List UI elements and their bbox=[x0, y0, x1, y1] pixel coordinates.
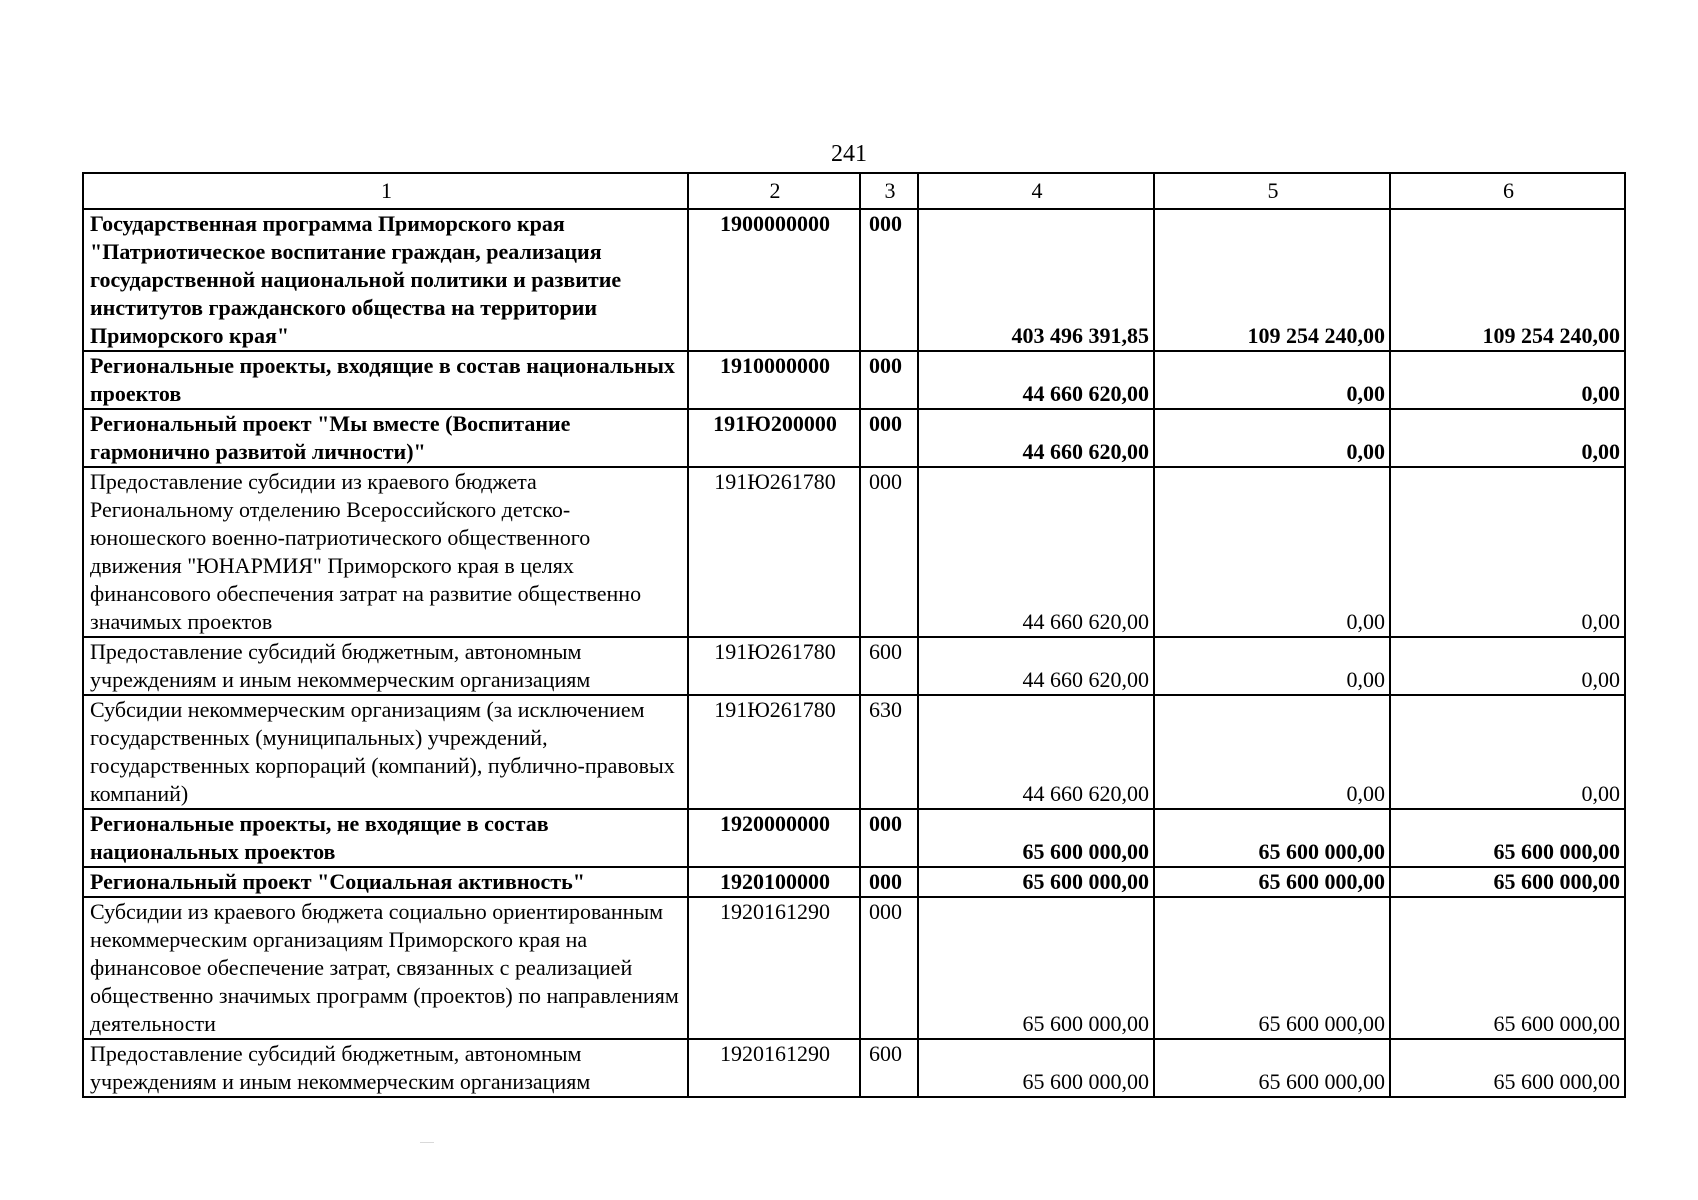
row-type: 000 bbox=[860, 351, 918, 409]
row-amount-4: 44 660 620,00 bbox=[918, 467, 1154, 637]
row-amount-5: 0,00 bbox=[1154, 351, 1390, 409]
table-header-row bbox=[83, 173, 1625, 209]
row-amount-5: 0,00 bbox=[1154, 409, 1390, 467]
row-amount-5: 0,00 bbox=[1154, 695, 1390, 809]
row-code: 191Ю261780 bbox=[688, 637, 860, 695]
row-name: Региональный проект "Мы вместе (Воспитание гармонично развитой личности)" bbox=[83, 409, 688, 467]
row-amount-5: 0,00 bbox=[1154, 467, 1390, 637]
row-type: 600 bbox=[860, 1039, 918, 1097]
header-col-5: 5 bbox=[1154, 173, 1390, 209]
row-amount-5: 65 600 000,00 bbox=[1154, 809, 1390, 867]
row-amount-4: 65 600 000,00 bbox=[918, 867, 1154, 897]
table-row bbox=[83, 1039, 1625, 1097]
row-amount-6: 0,00 bbox=[1390, 695, 1625, 809]
row-amount-6: 65 600 000,00 bbox=[1390, 867, 1625, 897]
row-amount-4: 65 600 000,00 bbox=[918, 1039, 1154, 1097]
row-name: Предоставление субсидий бюджетным, автономным учреждениям и иным некоммерческим организациям bbox=[83, 637, 688, 695]
row-amount-5: 65 600 000,00 bbox=[1154, 867, 1390, 897]
row-amount-4: 44 660 620,00 bbox=[918, 695, 1154, 809]
row-type: 000 bbox=[860, 867, 918, 897]
row-amount-4: 44 660 620,00 bbox=[918, 409, 1154, 467]
row-amount-6: 65 600 000,00 bbox=[1390, 1039, 1625, 1097]
row-amount-5: 65 600 000,00 bbox=[1154, 1039, 1390, 1097]
row-type: 000 bbox=[860, 209, 918, 351]
row-code: 1910000000 bbox=[688, 351, 860, 409]
row-code: 1920100000 bbox=[688, 867, 860, 897]
row-name: Субсидии некоммерческим организациям (за исключением государственных (муниципальных) учреждений, государственных корпораций (компаний), публично-правовых компаний) bbox=[83, 695, 688, 809]
row-code: 191Ю261780 bbox=[688, 467, 860, 637]
row-code: 1920000000 bbox=[688, 809, 860, 867]
header-col-2: 2 bbox=[688, 173, 860, 209]
table-row bbox=[83, 351, 1625, 409]
budget-table bbox=[82, 172, 1626, 1098]
row-amount-4: 44 660 620,00 bbox=[918, 637, 1154, 695]
header-col-6: 6 bbox=[1390, 173, 1625, 209]
table-body bbox=[83, 209, 1625, 1097]
table-row bbox=[83, 867, 1625, 897]
row-amount-4: 403 496 391,85 bbox=[918, 209, 1154, 351]
header-col-4: 4 bbox=[918, 173, 1154, 209]
row-amount-6: 0,00 bbox=[1390, 637, 1625, 695]
row-name: Предоставление субсидии из краевого бюджета Региональному отделению Всероссийского детско-юношеского военно-патриотического общественного движения "ЮНАРМИЯ" Приморского края в целях финансового обеспечения затрат на развитие общественно значимых проектов bbox=[83, 467, 688, 637]
row-code: 1900000000 bbox=[688, 209, 860, 351]
row-name: Государственная программа Приморского края "Патриотическое воспитание граждан, реализация государственной национальной политики и развитие институтов гражданского общества на территории Приморского края" bbox=[83, 209, 688, 351]
row-amount-4: 65 600 000,00 bbox=[918, 809, 1154, 867]
row-name: Региональные проекты, входящие в состав национальных проектов bbox=[83, 351, 688, 409]
row-code: 1920161290 bbox=[688, 1039, 860, 1097]
row-amount-6: 0,00 bbox=[1390, 467, 1625, 637]
row-name: Региональные проекты, не входящие в состав национальных проектов bbox=[83, 809, 688, 867]
header-col-3: 3 bbox=[860, 173, 918, 209]
table-row bbox=[83, 695, 1625, 809]
row-code: 1920161290 bbox=[688, 897, 860, 1039]
row-amount-6: 65 600 000,00 bbox=[1390, 897, 1625, 1039]
table-row bbox=[83, 409, 1625, 467]
table-row bbox=[83, 809, 1625, 867]
table-row bbox=[83, 897, 1625, 1039]
table-row bbox=[83, 637, 1625, 695]
header-col-1: 1 bbox=[83, 173, 688, 209]
row-amount-6: 0,00 bbox=[1390, 409, 1625, 467]
row-amount-5: 0,00 bbox=[1154, 637, 1390, 695]
row-type: 000 bbox=[860, 467, 918, 637]
row-name: Региональный проект "Социальная активность" bbox=[83, 867, 688, 897]
row-amount-6: 0,00 bbox=[1390, 351, 1625, 409]
row-name: Предоставление субсидий бюджетным, автономным учреждениям и иным некоммерческим организациям bbox=[83, 1039, 688, 1097]
table-row bbox=[83, 467, 1625, 637]
row-type: 000 bbox=[860, 409, 918, 467]
row-amount-6: 65 600 000,00 bbox=[1390, 809, 1625, 867]
row-code: 191Ю261780 bbox=[688, 695, 860, 809]
row-type: 600 bbox=[860, 637, 918, 695]
row-amount-5: 65 600 000,00 bbox=[1154, 897, 1390, 1039]
row-type: 000 bbox=[860, 809, 918, 867]
row-name: Субсидии из краевого бюджета социально ориентированным некоммерческим организациям Приморского края на финансовое обеспечение затрат, связанных с реализацией общественно значимых программ (проектов) по направлениям деятельности bbox=[83, 897, 688, 1039]
row-code: 191Ю200000 bbox=[688, 409, 860, 467]
row-amount-5: 109 254 240,00 bbox=[1154, 209, 1390, 351]
scan-mark bbox=[420, 1142, 434, 1143]
page-number: 241 bbox=[831, 141, 867, 167]
table-row bbox=[83, 209, 1625, 351]
row-amount-4: 65 600 000,00 bbox=[918, 897, 1154, 1039]
row-type: 000 bbox=[860, 897, 918, 1039]
row-type: 630 bbox=[860, 695, 918, 809]
row-amount-6: 109 254 240,00 bbox=[1390, 209, 1625, 351]
row-amount-4: 44 660 620,00 bbox=[918, 351, 1154, 409]
